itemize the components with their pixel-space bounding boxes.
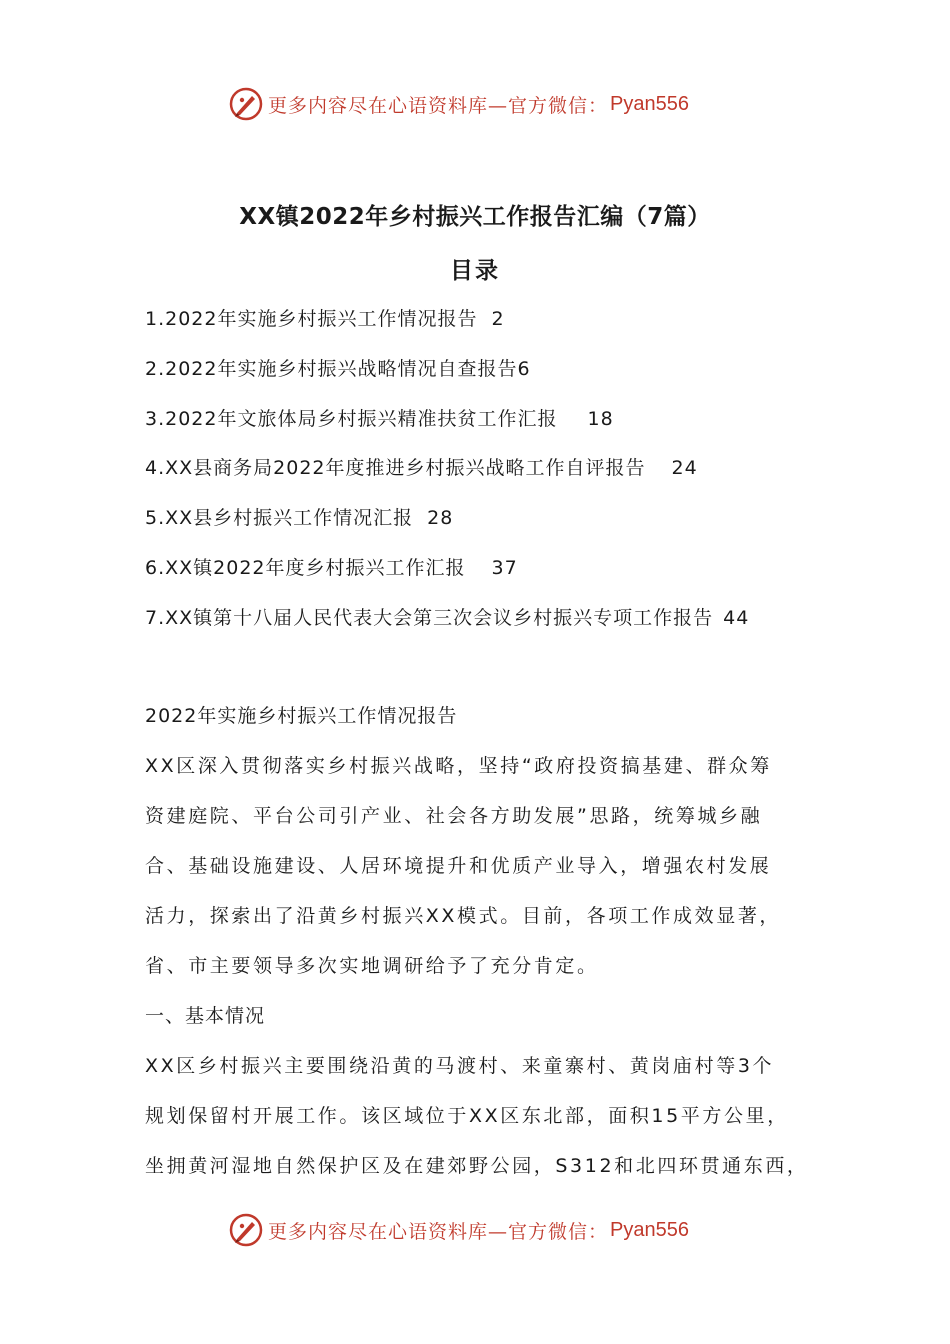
pen-logo-icon — [228, 1212, 264, 1248]
document-title: XX镇2022年乡村振兴工作报告汇编（7篇） — [239, 204, 711, 230]
toc-item[interactable] — [145, 499, 845, 549]
watermark-wechat-id: Pyan556 — [610, 1218, 689, 1241]
toc-item[interactable] — [145, 449, 845, 499]
watermark-text: 更多内容尽在心语资料库—官方微信： — [268, 94, 609, 117]
toc-item[interactable] — [145, 549, 845, 599]
paragraph-line: 活力，探索出了沿黄乡村振兴XX模式。目前，各项工作成效显著， — [145, 905, 782, 927]
toc-item-page: 44 — [723, 606, 750, 629]
toc-item[interactable] — [145, 400, 845, 450]
toc-item-page: 24 — [671, 457, 698, 480]
toc-item-page: 6 — [517, 357, 531, 380]
toc-item[interactable] — [145, 300, 845, 350]
watermark-banner-bottom — [228, 1210, 689, 1250]
paragraph-line: 坐拥黄河湿地自然保护区及在建郊野公园，S312和北四环贯通东西， — [145, 1155, 809, 1177]
section-title: 2022年实施乡村振兴工作情况报告 — [145, 705, 458, 727]
toc-item-label: 5.XX县乡村振兴工作情况汇报 — [145, 507, 414, 530]
paragraph-line: XX区深入贯彻落实乡村振兴战略，坚持“政府投资搞基建、群众筹 — [145, 755, 772, 777]
toc-item-page: 2 — [491, 308, 505, 330]
toc-item-page: 28 — [427, 507, 454, 530]
paragraph-intro — [145, 747, 835, 997]
watermark-text: 更多内容尽在心语资料库—官方微信： — [268, 1220, 609, 1243]
pen-logo-icon — [228, 86, 264, 122]
paragraph-basic — [145, 1047, 835, 1197]
watermark-banner-top — [228, 84, 689, 124]
paragraph-line: 合、基础设施建设、人居环境提升和优质产业导入，增强农村发展 — [145, 855, 772, 877]
toc-list — [145, 300, 845, 649]
paragraph-line: 省、市主要领导多次实地调研给予了充分肯定。 — [145, 955, 599, 977]
toc-item-page: 37 — [491, 556, 518, 579]
toc-item-label: 3.2022年文旅体局乡村振兴精准扶贫工作汇报 — [145, 407, 558, 430]
toc-item-label: 6.XX镇2022年度乡村振兴工作汇报 — [145, 556, 466, 579]
section-heading-basic: 一、基本情况 — [145, 1005, 266, 1027]
paragraph-line: 资建庭院、平台公司引产业、社会各方助发展”思路，统筹城乡融 — [145, 805, 763, 827]
toc-item-label: 1.2022年实施乡村振兴工作情况报告 — [145, 308, 478, 330]
paragraph-line: XX区乡村振兴主要围绕沿黄的马渡村、来童寨村、黄岗庙村等3个 — [145, 1055, 775, 1077]
toc-item-label: 7.XX镇第十八届人民代表大会第三次会议乡村振兴专项工作报告 — [145, 606, 714, 629]
toc-item-label: 2.2022年实施乡村振兴战略情况自查报告 — [145, 357, 518, 380]
toc-heading: 目录 — [450, 258, 500, 284]
document-body — [145, 697, 835, 1197]
watermark-wechat-id: Pyan556 — [610, 92, 689, 115]
toc-item[interactable] — [145, 599, 845, 649]
toc-item-label: 4.XX县商务局2022年度推进乡村振兴战略工作自评报告 — [145, 457, 646, 480]
paragraph-line: 规划保留村开展工作。该区域位于XX区东北部，面积15平方公里， — [145, 1105, 789, 1127]
toc-item[interactable] — [145, 350, 845, 400]
toc-item-page: 18 — [587, 407, 614, 430]
